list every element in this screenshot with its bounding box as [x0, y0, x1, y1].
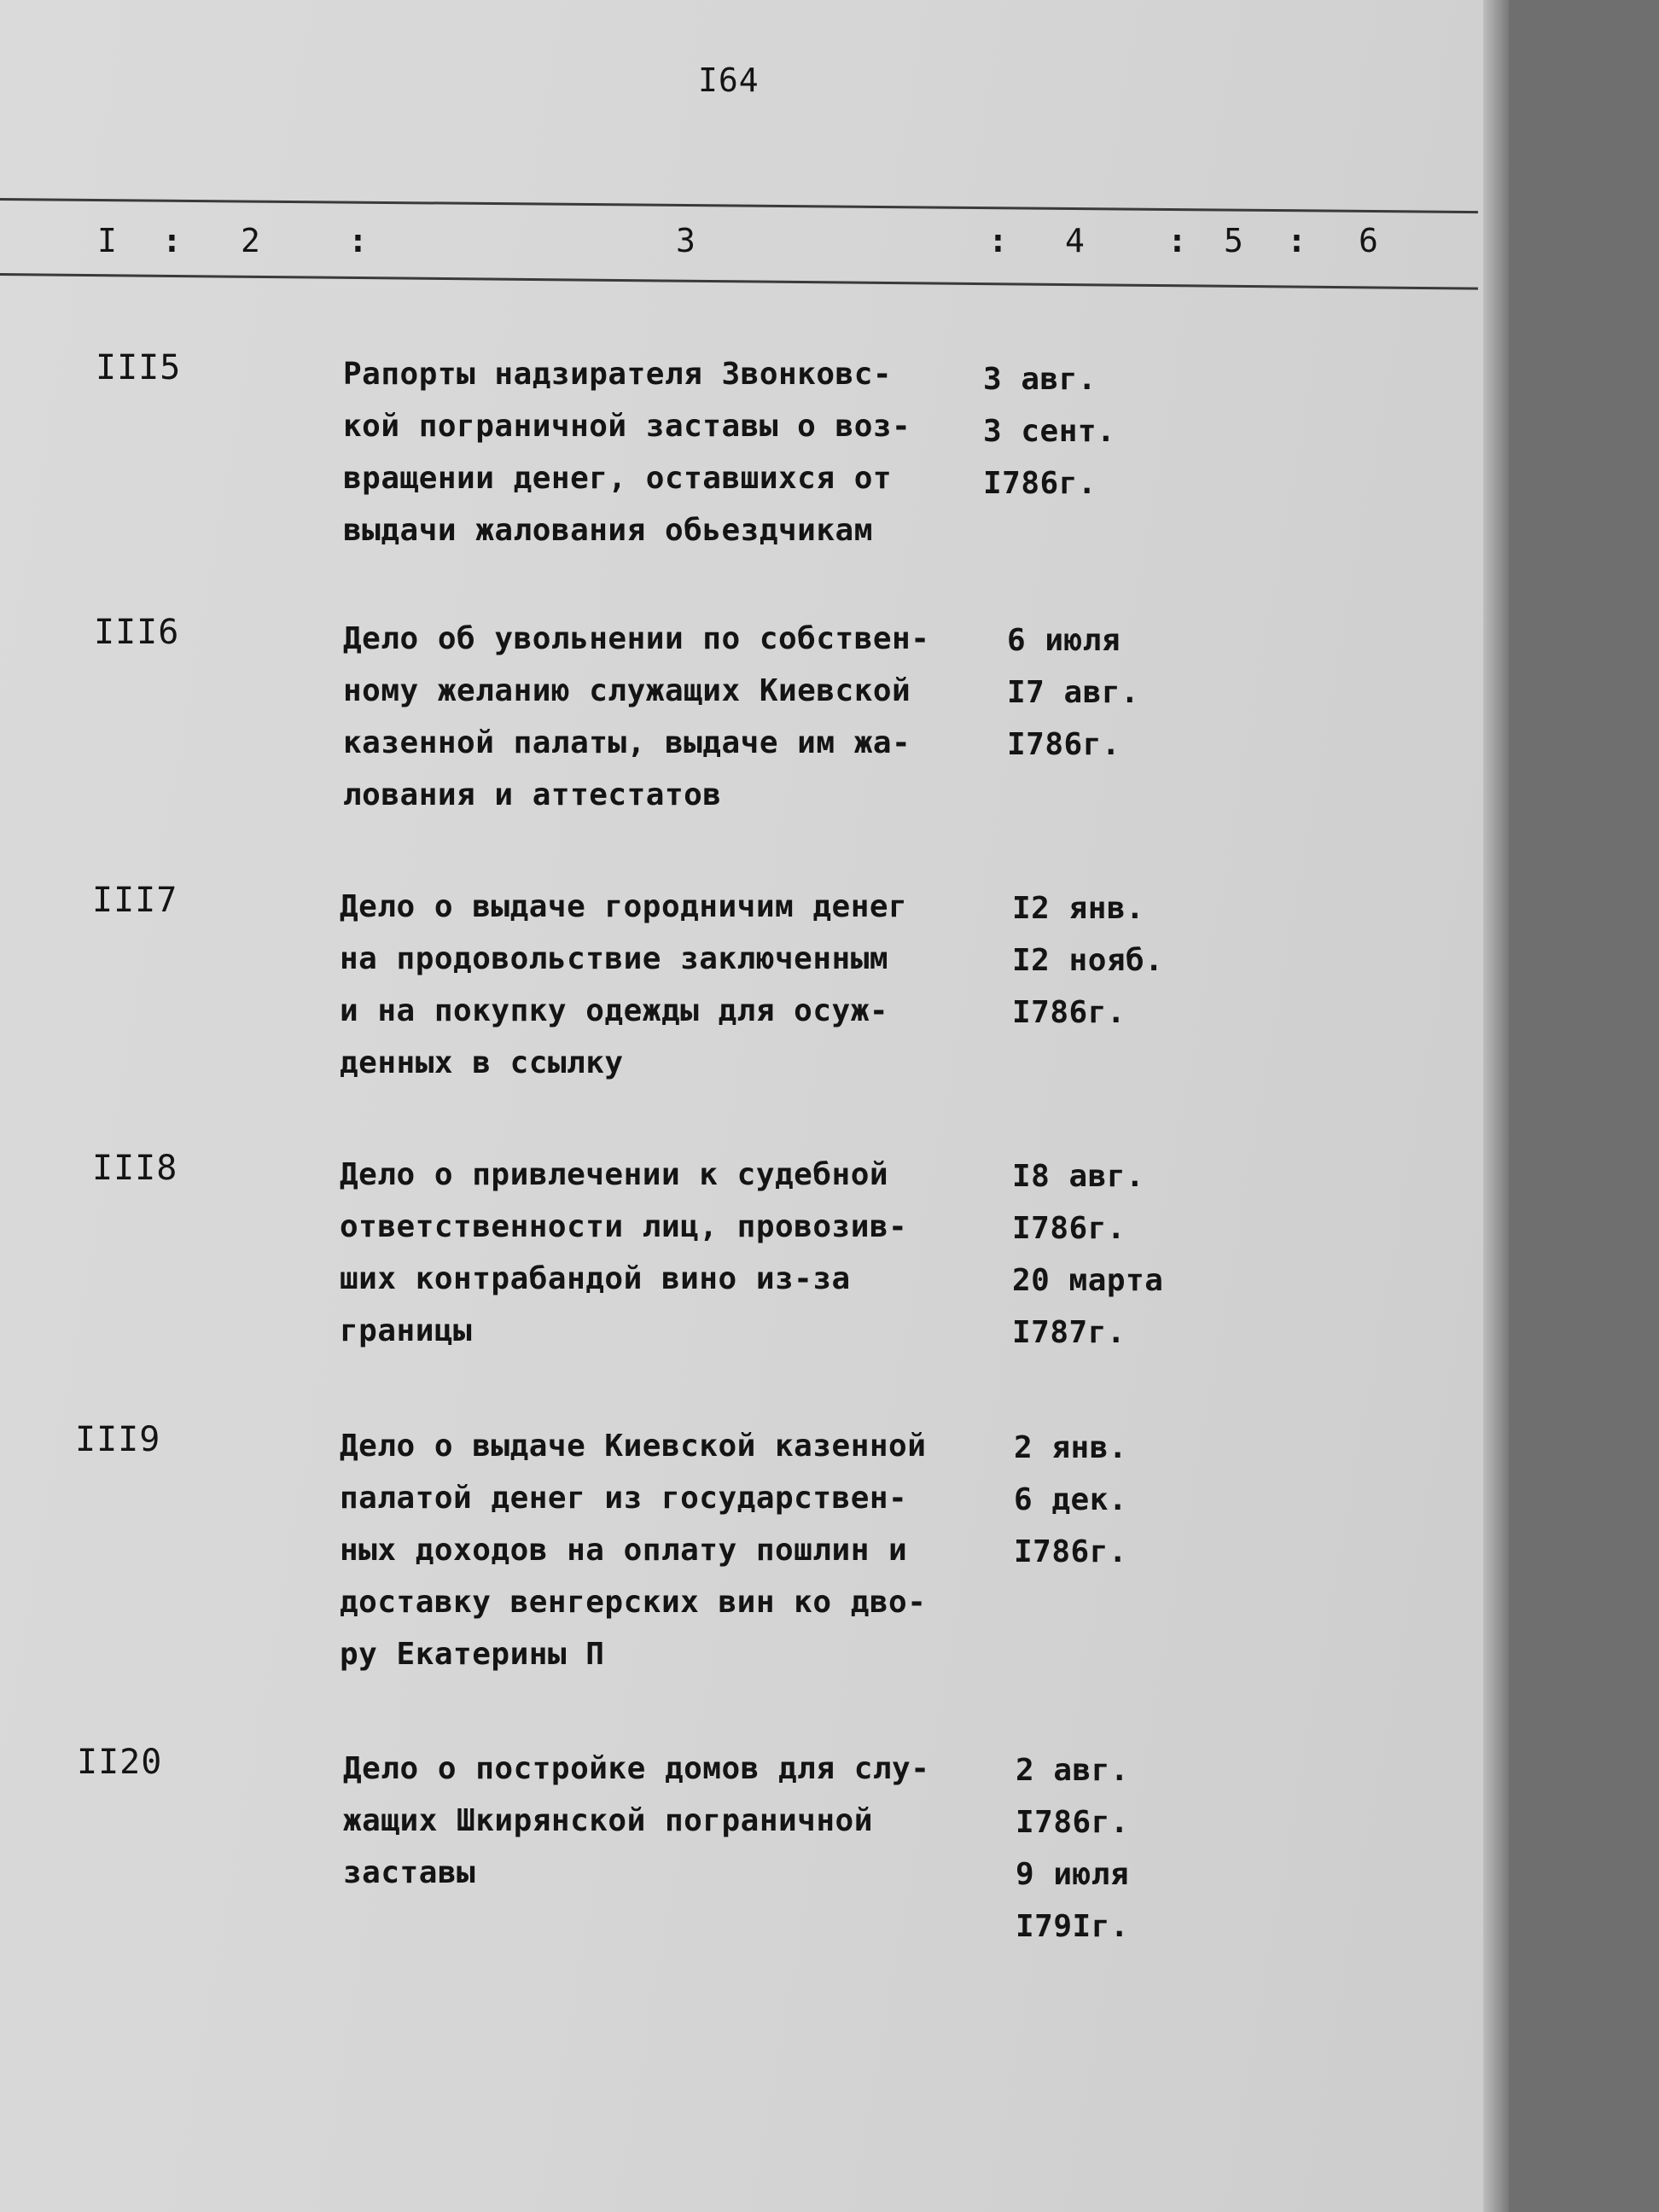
description-line: палатой денег из государствен-	[340, 1481, 908, 1516]
entry-number: III6	[94, 613, 180, 652]
description-line: ших контрабандой вино из-за	[340, 1261, 851, 1296]
column-header-2: 2	[241, 222, 260, 259]
date-line: I786г.	[1012, 995, 1126, 1030]
description-line: заставы	[343, 1855, 476, 1890]
description-line: и на покупку одежды для осуж-	[340, 993, 889, 1028]
column-separator: :	[1287, 222, 1307, 259]
description-line: доставку венгерских вин ко дво-	[340, 1585, 927, 1620]
description-line: на продовольствие заключенным	[340, 941, 889, 976]
description-line: Дело о выдаче Киевской казенной	[340, 1429, 927, 1464]
entry-description	[343, 1743, 1009, 1899]
description-line: вращении денег, оставшихся от	[343, 461, 893, 496]
column-header-1: I	[97, 222, 117, 259]
entry-dates	[1012, 882, 1163, 1039]
date-line: I786г.	[1014, 1534, 1128, 1569]
date-line: 20 марта	[1012, 1263, 1164, 1298]
description-line: Дело о выдаче городничим денег	[340, 889, 908, 924]
entry-description	[340, 881, 1005, 1089]
date-line: I786г.	[1007, 727, 1121, 762]
page-number: I64	[698, 61, 760, 99]
description-line: Дело об увольнении по собствен-	[343, 621, 930, 656]
column-separator: :	[162, 222, 182, 259]
description-line: жащих Шкирянской пограничной	[343, 1803, 873, 1838]
date-line: I8 авг.	[1012, 1159, 1145, 1194]
date-line: I79Iг.	[1016, 1909, 1130, 1944]
entry-description	[343, 613, 1009, 821]
date-line: 3 авг.	[983, 362, 1097, 397]
description-line: Рапорты надзирателя Звонковс-	[343, 357, 893, 392]
description-line: ных доходов на оплату пошлин и	[340, 1533, 908, 1568]
entry-description	[340, 1149, 1005, 1357]
description-line: лования и аттестатов	[343, 777, 722, 812]
column-separator: :	[1167, 222, 1187, 259]
entry-dates	[1016, 1744, 1129, 1953]
description-line: кой пограничной заставы о воз-	[343, 409, 911, 444]
date-line: I786г.	[1016, 1805, 1130, 1840]
header-rule-bottom	[0, 273, 1478, 290]
column-separator: :	[988, 222, 1008, 259]
description-line: казенной палаты, выдаче им жа-	[343, 725, 911, 760]
column-header-5: 5	[1224, 222, 1243, 259]
header-rule-top	[0, 198, 1478, 213]
entry-number: III9	[75, 1420, 161, 1459]
description-line: денных в ссылку	[340, 1045, 624, 1080]
description-line: выдачи жалования обьездчикам	[343, 513, 873, 548]
date-line: I786г.	[983, 466, 1097, 501]
date-line: 9 июля	[1016, 1857, 1130, 1892]
column-header-6: 6	[1359, 222, 1378, 259]
date-line: I787г.	[1012, 1315, 1126, 1350]
date-line: I7 авг.	[1007, 675, 1140, 710]
date-line: I2 нояб.	[1012, 943, 1164, 978]
entry-number: III8	[92, 1149, 178, 1188]
description-line: Дело о привлечении к судебной	[340, 1157, 889, 1192]
date-line: I2 янв.	[1012, 891, 1145, 926]
description-line: ответственности лиц, провозив-	[340, 1209, 908, 1244]
entry-dates	[1014, 1422, 1127, 1578]
date-line: 6 июля	[1007, 623, 1121, 658]
entry-dates	[1012, 1150, 1163, 1359]
entry-description	[343, 348, 1009, 556]
description-line: границы	[340, 1313, 473, 1348]
date-line: 3 сент.	[983, 414, 1116, 449]
column-header-3: 3	[676, 222, 696, 259]
entry-description	[340, 1420, 1005, 1680]
date-line: 2 авг.	[1016, 1753, 1130, 1788]
column-header-4: 4	[1065, 222, 1085, 259]
entry-dates	[983, 353, 1115, 509]
date-line: I786г.	[1012, 1211, 1126, 1246]
column-separator: :	[348, 222, 368, 259]
description-line: Дело о постройке домов для слу-	[343, 1751, 930, 1786]
entry-number: II20	[77, 1743, 163, 1782]
entry-number: III5	[96, 348, 182, 387]
entry-dates	[1007, 614, 1139, 771]
entry-number: III7	[92, 881, 178, 920]
description-line: ру Екатерины П	[340, 1637, 605, 1672]
date-line: 2 янв.	[1014, 1430, 1128, 1465]
date-line: 6 дек.	[1014, 1482, 1128, 1517]
description-line: ному желанию служащих Киевской	[343, 673, 911, 708]
